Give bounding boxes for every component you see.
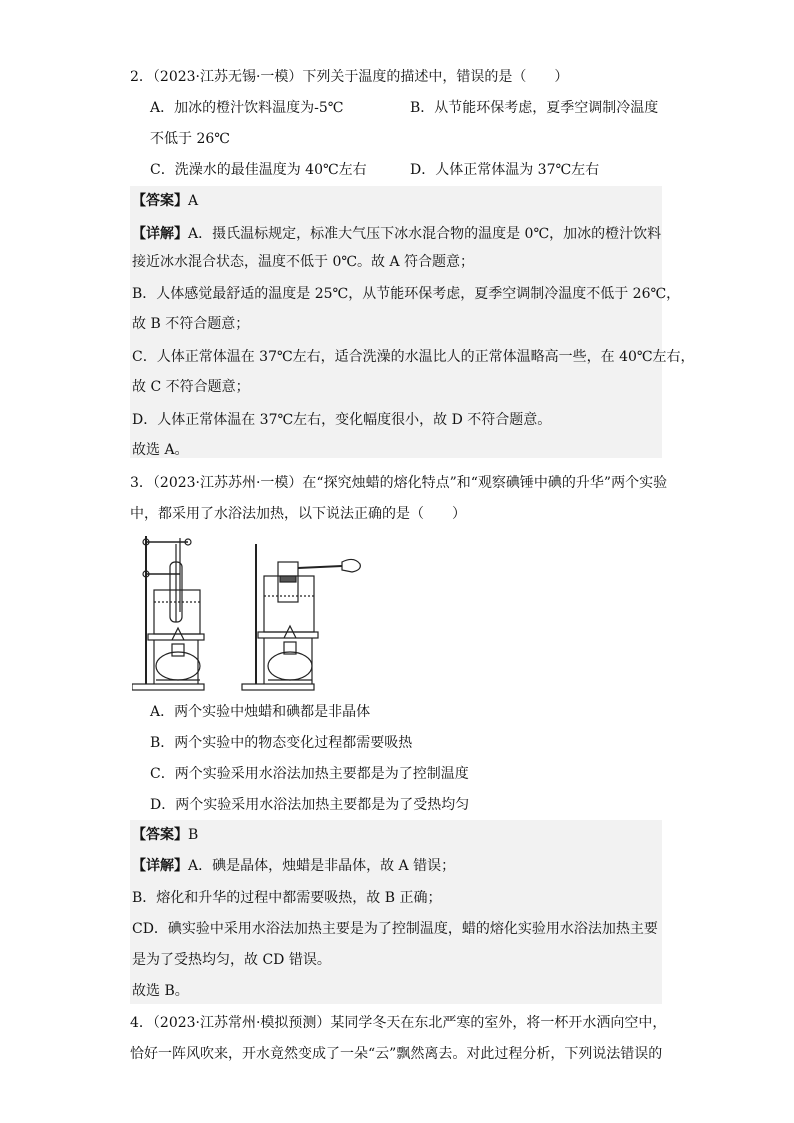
q2-detail-7: D．人体正常体温在 37℃左右，变化幅度很小，故 D 不符合题意。 [132,412,552,428]
q3-stem-2: 中，都采用了水浴法加热，以下说法正确的是（ ） [130,506,466,522]
q4-stem-1: 4．（2023·江苏常州·模拟预测）某同学冬天在东北严寒的室外，将一杯开水洒向空中， [130,1015,667,1031]
answer-value: A [188,193,199,209]
q2-option-b-cont: 不低于 26℃ [150,131,230,147]
q2-option-b: B．从节能环保考虑，夏季空调制冷温度 [410,100,659,116]
q3-option-d: D．两个实验采用水浴法加热主要都是为了受热均匀 [150,797,470,813]
q3-detail-3: CD．碘实验中采用水浴法加热主要是为了控制温度，蜡的熔化实验用水浴法加热主要 [132,921,658,937]
answer-tag: 【答案】 [132,193,188,209]
q2-detail-1 [132,224,661,244]
detail-text: A．摄氏温标规定，标准大气压下冰水混合物的温度是 0℃，加冰的橙汁饮料 [188,226,662,242]
q2-option-d: D．人体正常体温为 37℃左右 [410,162,600,178]
q2-option-a: A．加冰的橙汁饮料温度为-5℃ [150,100,344,116]
q3-answer [132,825,198,845]
q2-detail-5: C．人体正常体温在 37℃左右，适合洗澡的水温比人的正常体温略高一些，在 40℃左右， [132,349,695,365]
detail-tag: 【详解】 [132,858,188,874]
q3-option-c: C．两个实验采用水浴法加热主要都是为了控制温度 [150,766,469,782]
q3-stem-1: 3．（2023·江苏苏州·一模）在“探究烛蜡的熔化特点”和“观察碘锤中碘的升华”两个实验 [130,475,668,491]
detail-tag: 【详解】 [132,226,188,242]
q3-detail-1 [132,856,455,876]
q2-detail-3: B．人体感觉最舒适的温度是 25℃，从节能环保考虑，夏季空调制冷温度不低于 26℃， [132,286,681,302]
detail-text: A．碘是晶体，烛蜡是非晶体，故 A 错误； [188,858,456,874]
q2-detail-6: 故 C 不符合题意； [132,379,250,395]
answer-value: B [188,827,199,843]
q2-stem: 2．（2023·江苏无锡·一模）下列关于温度的描述中，错误的是（ ） [130,69,569,85]
answer-tag: 【答案】 [132,827,188,843]
q3-option-b: B．两个实验中的物态变化过程都需要吸热 [150,735,413,751]
iodine-sublimation-apparatus [242,544,360,690]
q3-detail-4: 是为了受热均匀，故 CD 错误。 [132,952,331,968]
q3-option-a: A．两个实验中烛蜡和碘都是非晶体 [150,704,371,720]
q3-detail-5: 故选 B。 [132,983,189,999]
q2-detail-4: 故 B 不符合题意； [132,316,250,332]
q2-answer-block [130,186,695,458]
experiment-apparatus-figure [132,532,368,692]
q3-answer-block [130,820,662,1004]
q4-stem-2: 恰好一阵风吹来，开水竟然变成了一朵“云”飘然离去。对此过程分析，下列说法错误的 [130,1046,663,1062]
q2-detail-8: 故选 A。 [132,442,189,458]
q2-option-c: C．洗澡水的最佳温度为 40℃左右 [150,162,367,178]
q2-detail-2: 接近冰水混合状态，温度不低于 0℃。故 A 符合题意； [132,254,475,270]
q2-answer [132,191,198,211]
wax-melting-apparatus [132,536,204,690]
q3-detail-2: B．熔化和升华的过程中都需要吸热，故 B 正确； [132,890,442,906]
